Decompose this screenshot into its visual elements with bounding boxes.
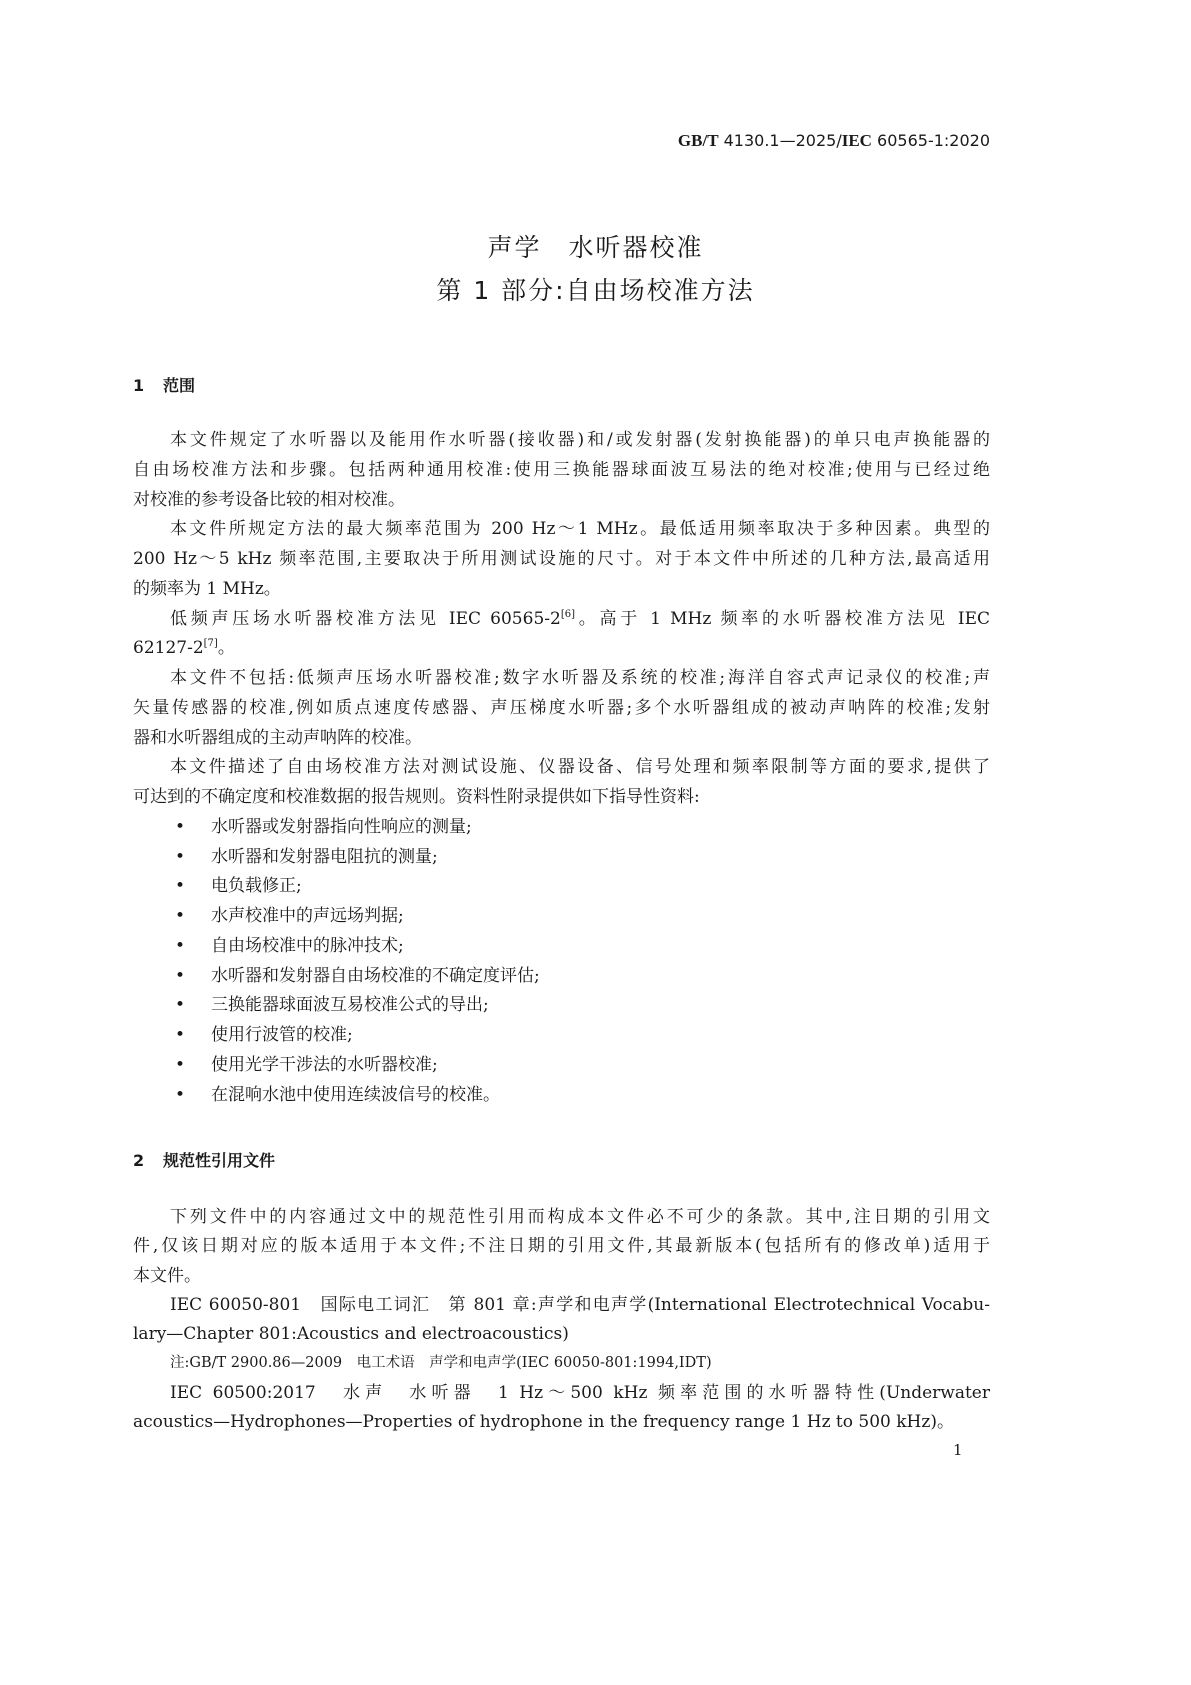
text-segment: acoustics—Hydrophones—Properties of hydrophone in the frequency range 1 Hz to 500 kHz)。 [133, 1412, 954, 1433]
text-line [133, 1408, 990, 1437]
section-number: 1 [133, 376, 145, 395]
section-2-body [133, 1203, 990, 1437]
iec-prefix: IEC [841, 131, 872, 150]
text-line [133, 575, 990, 605]
text-segment: IEC 60500:2017 水声 水听器 1 Hz～500 kHz 频率范围的水听器特性(Underwater [170, 1382, 990, 1403]
bullet-icon: • [175, 1054, 186, 1075]
text-line [133, 783, 990, 813]
section-2-heading [133, 1148, 275, 1171]
bullet-text: 自由场校准中的脉冲技术; [211, 935, 404, 956]
document-subtitle: 第 1 部分:自由场校准方法 [436, 276, 755, 305]
bullet-item [133, 813, 990, 843]
text-line [133, 1203, 990, 1232]
text-segment: 本文件不包括:低频声压场水听器校准;数字水听器及系统的校准;海洋自容式声记录仪的校准;声 [170, 668, 990, 688]
text-segment: 的频率为 1 MHz。 [133, 578, 281, 599]
bullet-item [133, 1021, 990, 1051]
text-line [133, 545, 990, 575]
text-line [133, 694, 990, 724]
bullet-item [133, 1051, 990, 1081]
text-segment: IEC 60050-801 国际电工词汇 第 801 章:声学和电声学(International Electrotechnical Vocabu- [170, 1294, 990, 1315]
section-title: 规范性引用文件 [163, 1151, 276, 1170]
text-line [133, 456, 990, 486]
text-segment: 低频声压场水听器校准方法见 IEC 60565-2 [170, 608, 561, 629]
standard-number: 4130.1—2025/ [718, 131, 842, 150]
text-segment: 本文件。 [133, 1265, 201, 1286]
bullet-text: 水听器和发射器自由场校准的不确定度评估; [211, 965, 540, 986]
text-segment: 本文件描述了自由场校准方法对测试设施、仪器设备、信号处理和频率限制等方面的要求,提供了 [170, 757, 990, 778]
document-title: 声学 水听器校准 [487, 233, 704, 262]
bullet-text: 水声校准中的声远场判据; [211, 906, 404, 926]
bullet-icon: • [175, 846, 186, 867]
bullet-text: 水听器和发射器电阻抗的测量; [211, 846, 438, 867]
text-segment: lary—Chapter 801:Acoustics and electroacoustics) [133, 1324, 569, 1345]
text-segment: 件,仅该日期对应的版本适用于本文件;不注日期的引用文件,其最新版本(包括所有的修改单)适用于 [133, 1236, 990, 1257]
bullet-icon: • [175, 965, 186, 986]
bullet-item [133, 991, 990, 1021]
text-line [133, 724, 990, 754]
text-line [133, 605, 990, 635]
text-segment: 对校准的参考设备比较的相对校准。 [133, 489, 405, 510]
text-line [133, 753, 990, 783]
section-number: 2 [133, 1151, 145, 1170]
text-segment: 200 Hz～5 kHz 频率范围,主要取决于所用测试设施的尺寸。对于本文件中所述的几种方法,最高适用 [133, 549, 990, 569]
note-line [133, 1349, 990, 1378]
bullet-text: 电负载修正; [211, 876, 302, 897]
bullet-icon: • [175, 935, 186, 956]
text-line [133, 515, 990, 545]
text-segment: 器和水听器组成的主动声呐阵的校准。 [133, 727, 422, 748]
text-line [133, 1232, 990, 1261]
iec-number: 60565-1:2020 [871, 131, 990, 150]
bullet-text: 三换能器球面波互易校准公式的导出; [211, 995, 489, 1016]
section-title: 范围 [163, 376, 196, 395]
text-line [133, 634, 990, 664]
bullet-item [133, 872, 990, 902]
section-1-heading [133, 373, 195, 396]
bullet-icon: • [175, 816, 186, 837]
text-segment: 自由场校准方法和步骤。包括两种通用校准:使用三换能器球面波互易法的绝对校准;使用与已经过绝 [133, 459, 990, 480]
reference-superscript: [6] [560, 608, 575, 620]
text-line [133, 1262, 990, 1291]
standard-prefix: GB/T [677, 131, 719, 150]
bullet-icon: • [175, 995, 186, 1016]
section-1-body [133, 426, 990, 1110]
text-segment: 本文件所规定方法的最大频率范围为 200 Hz～1 MHz。最低适用频率取决于多种因素。典型的 [170, 519, 990, 540]
text-line [133, 1379, 990, 1408]
bullet-item [133, 932, 990, 962]
text-line [133, 1320, 990, 1349]
text-line [133, 426, 990, 456]
reference-superscript: [7] [203, 638, 218, 650]
bullet-item [133, 843, 990, 873]
bullet-item [133, 962, 990, 992]
text-line [133, 486, 990, 516]
bullet-icon: • [175, 876, 186, 897]
text-segment: 下列文件中的内容通过文中的规范性引用而构成本文件必不可少的条款。其中,注日期的引用文 [170, 1207, 990, 1227]
bullet-icon: • [175, 1084, 186, 1105]
bullet-item [133, 1081, 990, 1111]
bullet-text: 使用行波管的校准; [211, 1025, 353, 1045]
text-segment: 注:GB/T 2900.86—2009 电工术语 声学和电声学(IEC 60050-801:1994,IDT) [170, 1355, 712, 1372]
bullet-icon: • [175, 1025, 186, 1045]
text-segment: 62127-2 [133, 638, 204, 659]
text-segment: 。高于 1 MHz 频率的水听器校准方法见 IEC [575, 608, 990, 629]
text-line [133, 664, 990, 694]
bullet-text: 水听器或发射器指向性响应的测量; [211, 816, 472, 837]
bullet-text: 在混响水池中使用连续波信号的校准。 [211, 1084, 500, 1105]
bullet-text: 使用光学干涉法的水听器校准; [211, 1054, 438, 1075]
text-segment: 矢量传感器的校准,例如质点速度传感器、声压梯度水听器;多个水听器组成的被动声呐阵的校准;发射 [133, 697, 990, 718]
standard-code [678, 131, 990, 151]
bullet-icon: • [175, 906, 186, 926]
text-segment: 可达到的不确定度和校准数据的报告规则。资料性附录提供如下指导性资料: [133, 787, 700, 807]
page-number: 1 [953, 1441, 963, 1459]
text-segment: 本文件规定了水听器以及能用作水听器(接收器)和/或发射器(发射换能器)的单只电声换能器的 [170, 430, 990, 450]
text-line [133, 1291, 990, 1320]
bullet-item [133, 902, 990, 932]
text-segment: 。 [217, 638, 235, 659]
